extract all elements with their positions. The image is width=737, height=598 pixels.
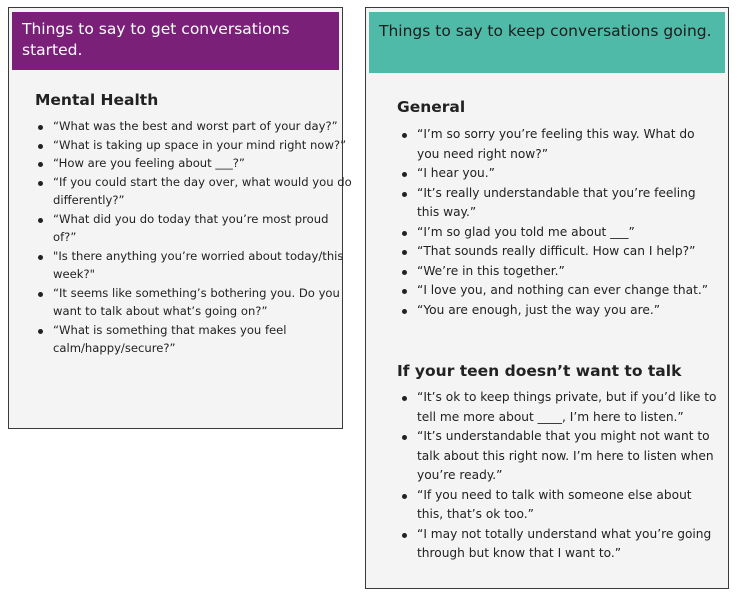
section-title-mental-health: Mental Health [35, 91, 159, 109]
list-item: “How are you feeling about ___?” [53, 154, 353, 173]
list-item: “It seems like something’s bothering you. Do you want to talk about what’s going on?” [53, 284, 353, 321]
general-list [397, 125, 717, 320]
teen-doesnt-want-to-talk-list [397, 388, 717, 564]
list-item: “What is taking up space in your mind right now?” [53, 136, 353, 155]
list-item: “You are enough, just the way you are.” [417, 301, 717, 321]
mental-health-list [33, 117, 353, 358]
list-item: “What did you do today that you’re most proud of?” [53, 210, 353, 247]
list-item: “If you need to talk with someone else about this, that’s ok too.” [417, 486, 717, 525]
list-item: “It’s ok to keep things private, but if you’d like to tell me more about ____, I’m here to listen.” [417, 388, 717, 427]
list-item: “I love you, and nothing can ever change that.” [417, 281, 717, 301]
list-item: “I’m so glad you told me about ___” [417, 223, 717, 243]
section-title-general: General [397, 98, 466, 116]
list-item: “What was the best and worst part of your day?” [53, 117, 353, 136]
list-item: “What is something that makes you feel calm/happy/secure?” [53, 321, 353, 358]
card-header: Things to say to get conversations started. [12, 12, 339, 70]
list-item: “I’m so sorry you’re feeling this way. What do you need right now?” [417, 125, 717, 164]
list-item: “That sounds really difficult. How can I help?” [417, 242, 717, 262]
list-item: “If you could start the day over, what would you do differently?” [53, 173, 353, 210]
section-title-teen-doesnt-want-to-talk: If your teen doesn’t want to talk [397, 362, 682, 380]
list-item: “I may not totally understand what you’re going through but know that I want to.” [417, 525, 717, 564]
list-item: “It’s understandable that you might not want to talk about this right now. I’m here to listen when you’re ready.” [417, 427, 717, 486]
keep-conversations-going-card [365, 7, 729, 589]
conversation-starters-card [8, 7, 352, 429]
list-item: “It’s really understandable that you’re feeling this way.” [417, 184, 717, 223]
list-item: “We’re in this together.” [417, 262, 717, 282]
list-item: "Is there anything you’re worried about today/this week?" [53, 247, 353, 284]
list-item: “I hear you.” [417, 164, 717, 184]
card-header: Things to say to keep conversations going. [369, 12, 725, 73]
